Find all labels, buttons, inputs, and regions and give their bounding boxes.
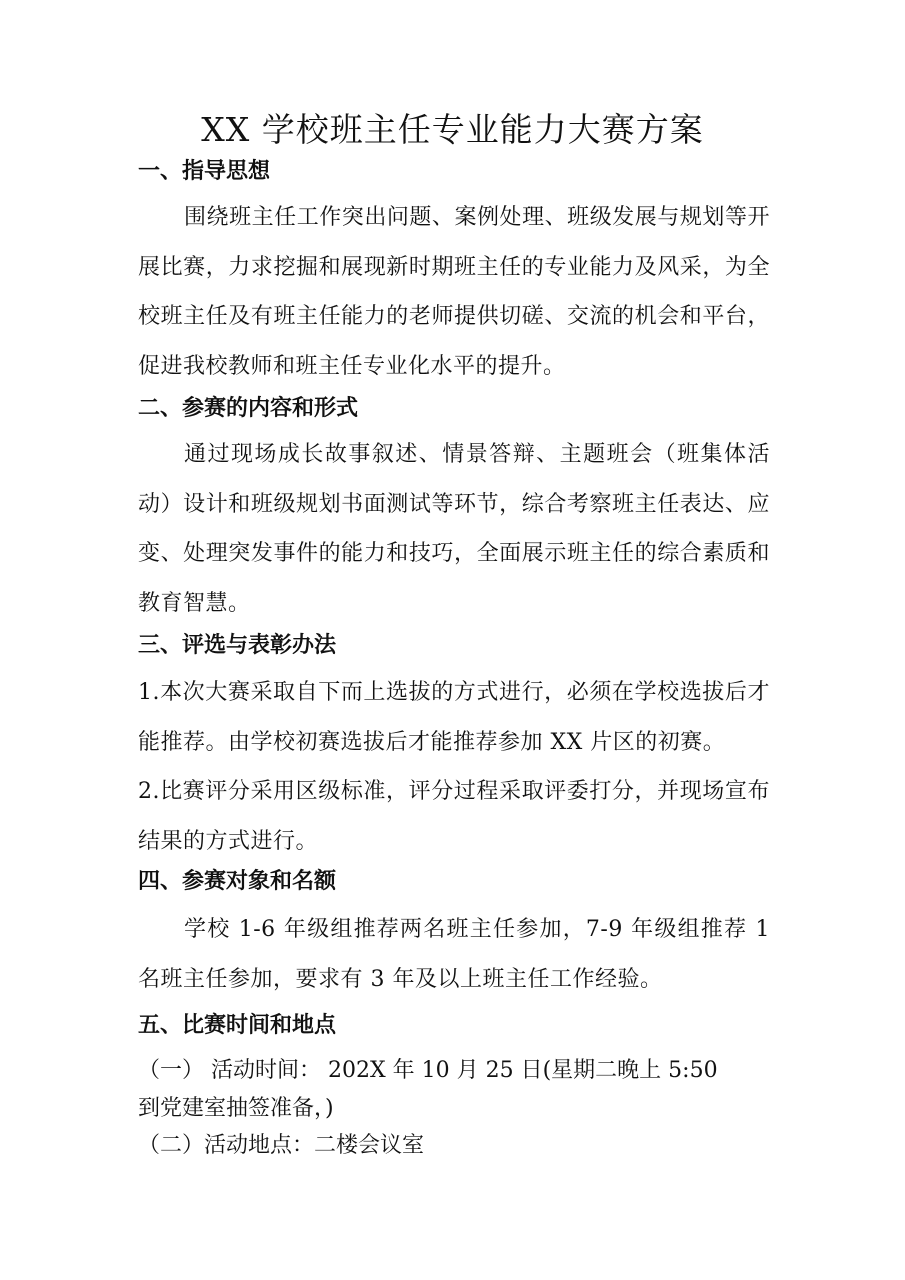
event-time-line-2: 到党建室抽签准备，): [138, 1096, 334, 1121]
document-title: XX 学校班主任专业能力大赛方案: [201, 110, 704, 149]
event-place: （二）活动地点：二楼会议室: [138, 1133, 425, 1158]
section-heading-evaluation: 三、评选与表彰办法: [138, 633, 337, 658]
section-heading-content-form: 二、参赛的内容和形式: [138, 396, 359, 421]
section-heading-participants: 四、参赛对象和名额: [138, 869, 337, 894]
section-heading-guiding-ideology: 一、指导思想: [138, 159, 271, 184]
section-body-guiding-ideology: 围绕班主任工作突出问题、案例处理、班级发展与规划等开展比赛，力求挖掘和展现新时期班主任的专业能力及风采，为全校班主任及有班主任能力的老师提供切磋、交流的机会和平台，促进我校教师和班主任专业化水平的提升。: [138, 205, 770, 379]
evaluation-item-1: 1.本次大赛采取自下而上选拔的方式进行，必须在学校选拔后才能推荐。由学校初赛选拔后才能推荐参加 XX 片区的初赛。: [138, 680, 770, 755]
section-body-content-form: 通过现场成长故事叙述、情景答辩、主题班会（班集体活动）设计和班级规划书面测试等环节，综合考察班主任表达、应变、处理突发事件的能力和技巧，全面展示班主任的综合素质和教育智慧。: [138, 442, 770, 616]
event-time-line-1: （一） 活动时间： 202X 年 10 月 25 日(星期二晚上 5:50: [138, 1058, 718, 1083]
section-body-participants: 学校 1-6 年级组推荐两名班主任参加，7-9 年级组推荐 1 名班主任参加，要求有 3 年及以上班主任工作经验。: [138, 917, 770, 992]
section-heading-time-place: 五、比赛时间和地点: [138, 1013, 337, 1038]
evaluation-item-2: 2.比赛评分采用区级标准，评分过程采取评委打分，并现场宣布结果的方式进行。: [138, 779, 770, 854]
